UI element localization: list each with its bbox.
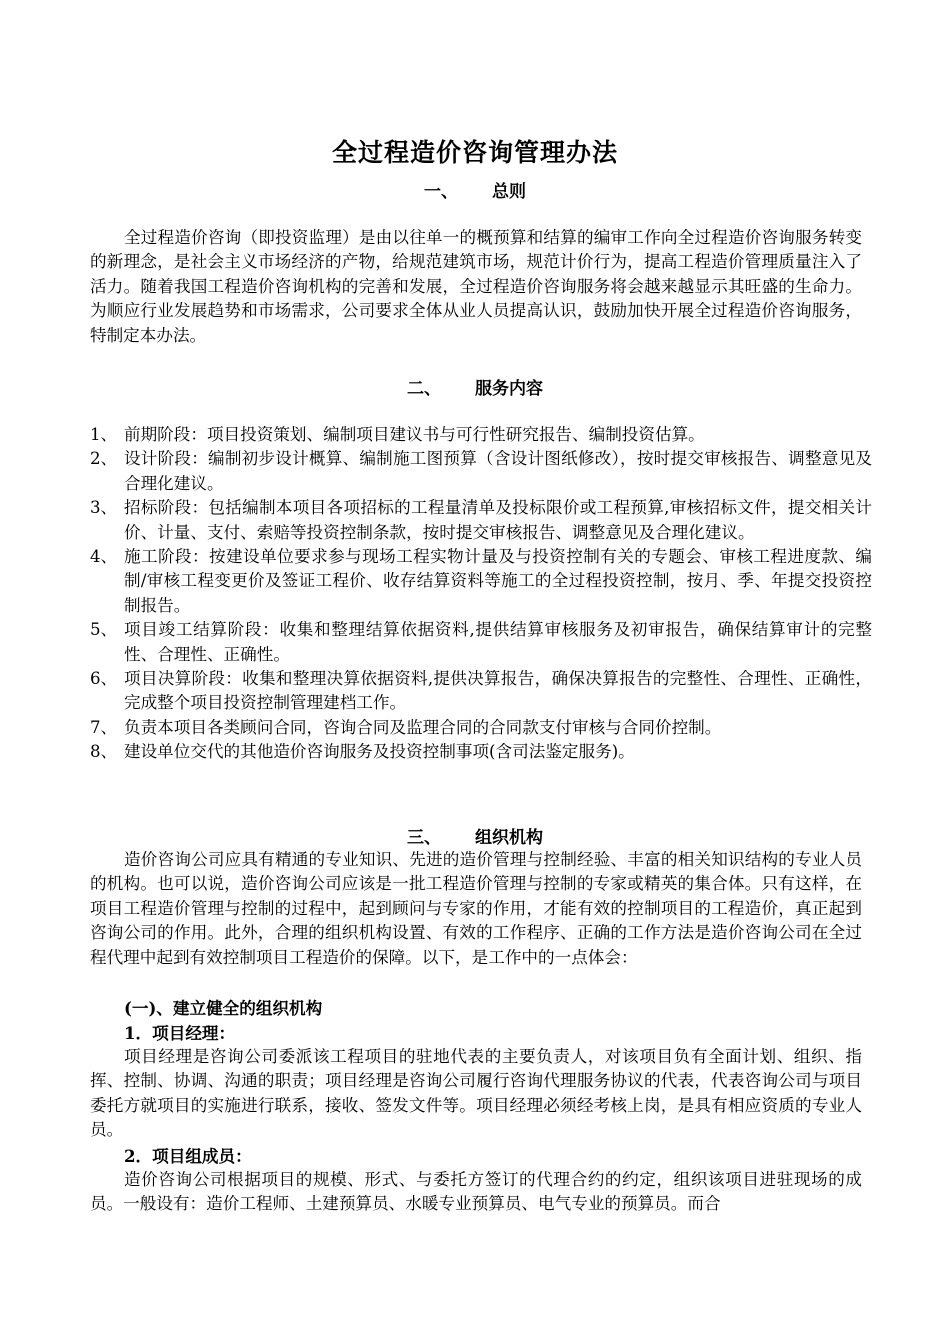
team-members-paragraph: 造价咨询公司根据项目的规模、形式、与委托方签订的代理合约的约定，组织该项目进驻现场的成员。一般设有：造价工程师、土建预算员、水暖专业预算员、电气专业的预算员。而合 <box>90 1170 862 1214</box>
list-item-number: 8、 <box>90 742 118 762</box>
section-number: 二、 <box>407 379 441 399</box>
list-item-number: 6、 <box>90 669 118 689</box>
list-item <box>90 545 872 618</box>
section-number: 一、 <box>424 182 458 202</box>
subsection-heading: (一)、建立健全的组织机构 <box>124 998 323 1018</box>
project-manager-paragraph: 项目经理是咨询公司委派该工程项目的驻地代表的主要负责人，对该项目负有全面计划、组织、指挥、控制、协调、沟通的职责；项目经理是咨询公司履行咨询代理服务协议的代表，代表咨询公司与项目委托方就项目的实施进行联系，接收、签发文件等。项目经理必须经考核上岗，是具有相应资质的专业人员。 <box>90 1047 862 1140</box>
list-item <box>90 447 872 496</box>
list-item-number: 5、 <box>90 620 118 640</box>
list-item <box>90 667 872 716</box>
list-item-text: 项目竣工结算阶段：收集和整理结算依据资料,提供结算审核服务及初审报告，确保结算审计的完整性、合理性、正确性。 <box>124 620 872 664</box>
service-list <box>90 423 872 765</box>
list-item <box>90 496 872 545</box>
section-heading-organization <box>0 823 950 848</box>
team-members-heading: 2．项目组成员： <box>124 1146 252 1166</box>
list-item-text: 建设单位交代的其他造价咨询服务及投资控制事项(含司法鉴定服务)。 <box>124 742 635 762</box>
list-item <box>90 716 872 740</box>
organization-intro: 造价咨询公司应具有精通的专业知识、先进的造价管理与控制经验、丰富的相关知识结构的专业人员的机构。也可以说，造价咨询公司应该是一批工程造价管理与控制的专家或精英的集合体。只有这样，在项目工程造价管理与控制的过程中，起到顾问与专家的作用，才能有效的控制项目的工程造价，真正起到咨询公司的作用。此外，合理的组织机构设置、有效的工作程序、正确的工作方法是造价咨询公司在全过程代理中起到有效控制项目工程造价的保障。以下，是工作中的一点体会： <box>90 850 862 967</box>
list-item-text: 招标阶段：包括编制本项目各项招标的工程量清单及投标限价或工程预算,审核招标文件，提交相关计价、计量、支付、索赔等投资控制条款，按时提交审核报告、调整意见及合理化建议。 <box>124 498 872 542</box>
list-item-number: 3、 <box>90 498 118 518</box>
section-title: 服务内容 <box>475 379 543 399</box>
list-item-text: 设计阶段：编制初步设计概算、编制施工图预算（含设计图纸修改），按时提交审核报告、调整意见及合理化建议。 <box>124 449 872 493</box>
list-item-number: 1、 <box>90 425 118 444</box>
list-item <box>90 423 872 447</box>
project-manager-heading: 1．项目经理： <box>124 1023 236 1043</box>
list-item-text: 前期阶段：项目投资策划、编制项目建议书与可行性研究报告、编制投资估算。 <box>124 425 705 444</box>
list-item-text: 项目决算阶段：收集和整理决算依据资料,提供决算报告，确保决算报告的完整性、合理性、正确性，完成整个项目投资控制管理建档工作。 <box>124 669 872 713</box>
general-paragraph: 全过程造价咨询（即投资监理）是由以往单一的概预算和结算的编审工作向全过程造价咨询服务转变的新理念，是社会主义市场经济的产物，给规范建筑市场，规范计价行为，提高工程造价管理质量注入了活力。随着我国工程造价咨询机构的完善和发展，全过程造价咨询服务将会越来越显示其旺盛的生命力。为顺应行业发展趋势和市场需求，公司要求全体从业人员提高认识，鼓励加快开展全过程造价咨询服务，特制定本办法。 <box>90 228 862 345</box>
section-number: 三、 <box>407 828 441 848</box>
section-heading-services <box>0 374 950 399</box>
list-item <box>90 740 872 764</box>
list-item-number: 4、 <box>90 547 118 567</box>
document-title: 全过程造价咨询管理办法 <box>331 138 618 167</box>
section-title: 总则 <box>492 182 526 202</box>
list-item-number: 2、 <box>90 449 118 469</box>
section-heading-general <box>0 177 950 202</box>
list-item <box>90 618 872 667</box>
list-item-number: 7、 <box>90 717 118 737</box>
list-item-text: 施工阶段：按建设单位要求参与现场工程实物计量及与投资控制有关的专题会、审核工程进度款、编制/审核工程变更价及签证工程价、收存结算资料等施工的全过程投资控制，按月、季、年提交投资控制报告。 <box>124 547 872 615</box>
list-item-text: 负责本项目各类顾问合同，咨询合同及监理合同的合同款支付审核与合同价控制。 <box>124 717 722 737</box>
section-title: 组织机构 <box>475 828 543 848</box>
